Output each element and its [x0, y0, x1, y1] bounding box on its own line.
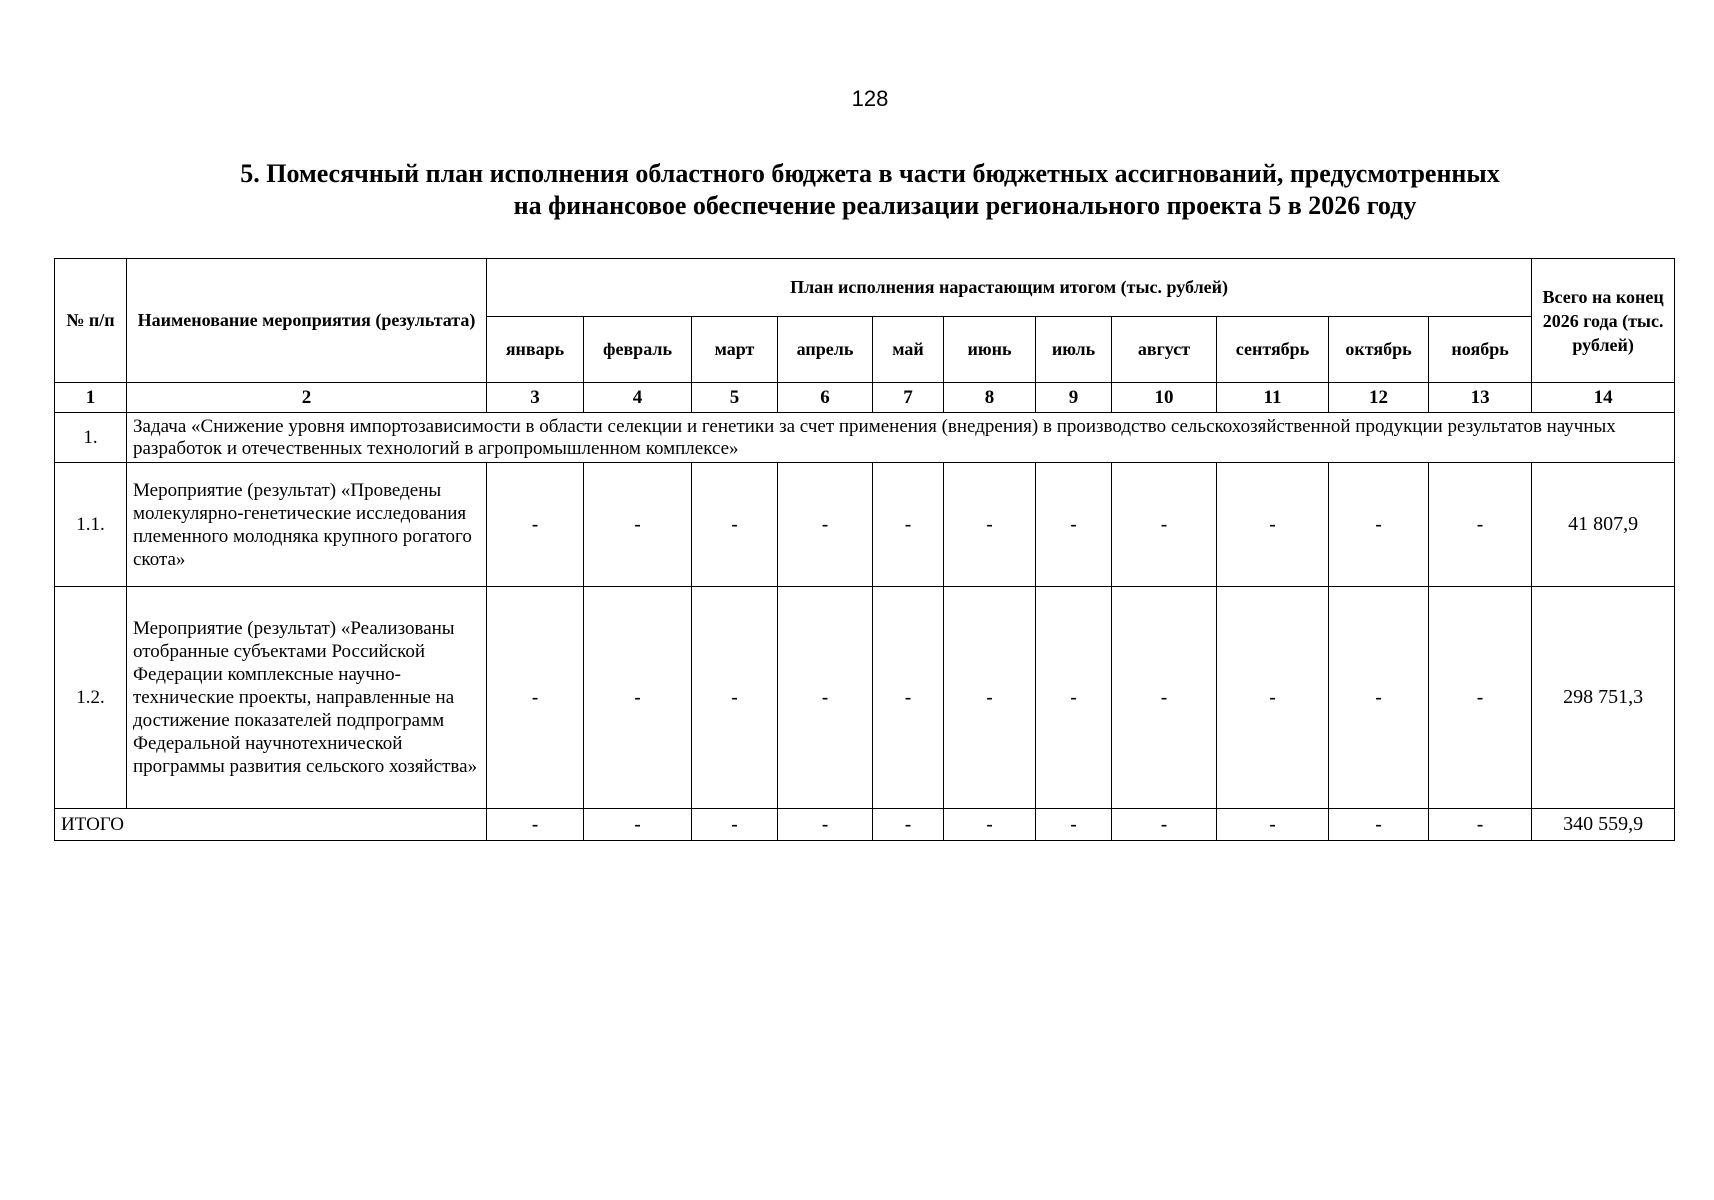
month-value: -: [873, 587, 944, 809]
month-value: -: [1112, 463, 1217, 587]
column-number: 3: [487, 383, 584, 413]
column-number: 5: [692, 383, 778, 413]
month-value: -: [778, 463, 873, 587]
month-value: -: [1217, 809, 1329, 841]
month-value: -: [1112, 809, 1217, 841]
itogo-label: ИТОГО: [55, 809, 487, 841]
header-month: июль: [1036, 317, 1112, 383]
row-total: 298 751,3: [1532, 587, 1675, 809]
budget-plan-table: [54, 258, 1675, 841]
column-number: 4: [584, 383, 692, 413]
column-number: 10: [1112, 383, 1217, 413]
column-number: 9: [1036, 383, 1112, 413]
document-title: [160, 158, 1580, 222]
itogo-row: [55, 809, 1675, 841]
month-value: -: [584, 809, 692, 841]
month-value: -: [1429, 463, 1532, 587]
month-value: -: [584, 587, 692, 809]
month-value: -: [584, 463, 692, 587]
header-plan: План исполнения нарастающим итогом (тыс. рублей): [487, 259, 1532, 317]
header-row-1: [55, 259, 1675, 317]
month-value: -: [692, 587, 778, 809]
month-value: -: [1217, 587, 1329, 809]
month-value: -: [487, 809, 584, 841]
header-total: Всего на конец 2026 года (тыс. рублей): [1532, 259, 1675, 383]
header-num: № п/п: [55, 259, 127, 383]
column-number: 12: [1329, 383, 1429, 413]
month-value: -: [1036, 809, 1112, 841]
month-value: -: [1329, 809, 1429, 841]
task-text: Задача «Снижение уровня импортозависимости в области селекции и генетики за счет применения (внедрения) в производство сельскохозяйственной продукции результатов научных разработок и отечественных технологий в агропромышленном комплексе»: [127, 413, 1675, 463]
month-value: -: [1112, 587, 1217, 809]
column-number: 7: [873, 383, 944, 413]
column-number: 14: [1532, 383, 1675, 413]
table-row: [55, 463, 1675, 587]
task-row: [55, 413, 1675, 463]
header-name: Наименование мероприятия (результата): [127, 259, 487, 383]
month-value: -: [1429, 809, 1532, 841]
month-value: -: [487, 463, 584, 587]
month-value: -: [873, 809, 944, 841]
task-num: 1.: [55, 413, 127, 463]
header-month: август: [1112, 317, 1217, 383]
title-line-1: 5. Помесячный план исполнения областного бюджета в части бюджетных ассигнований, предусмотренных: [240, 159, 1500, 188]
header-month: июнь: [944, 317, 1036, 383]
month-value: -: [692, 809, 778, 841]
month-value: -: [778, 809, 873, 841]
column-number: 2: [127, 383, 487, 413]
row-num: 1.2.: [55, 587, 127, 809]
header-month: октябрь: [1329, 317, 1429, 383]
month-value: -: [778, 587, 873, 809]
header-month: сентябрь: [1217, 317, 1329, 383]
month-value: -: [944, 463, 1036, 587]
month-value: -: [1329, 463, 1429, 587]
column-number: 8: [944, 383, 1036, 413]
page-number: 128: [851, 86, 889, 111]
table-row: [55, 587, 1675, 809]
month-value: -: [1036, 463, 1112, 587]
header-month: март: [692, 317, 778, 383]
month-value: -: [873, 463, 944, 587]
month-value: -: [944, 587, 1036, 809]
month-value: -: [1429, 587, 1532, 809]
column-number: 11: [1217, 383, 1329, 413]
month-value: -: [944, 809, 1036, 841]
column-number: 1: [55, 383, 127, 413]
header-month: ноябрь: [1429, 317, 1532, 383]
column-numbers-row: [55, 383, 1675, 413]
month-value: -: [1036, 587, 1112, 809]
month-value: -: [1329, 587, 1429, 809]
month-value: -: [487, 587, 584, 809]
itogo-total: 340 559,9: [1532, 809, 1675, 841]
row-name: Мероприятие (результат) «Реализованы отобранные субъектами Российской Федерации комплексные научно-технические проекты, направленные на достижение показателей подпрограмм Федеральной научнотехнической программы развития сельского хозяйства»: [127, 587, 487, 809]
row-num: 1.1.: [55, 463, 127, 587]
header-month: январь: [487, 317, 584, 383]
column-number: 6: [778, 383, 873, 413]
row-name: Мероприятие (результат) «Проведены молекулярно-генетические исследования племенного молодняка крупного рогатого скота»: [127, 463, 487, 587]
column-number: 13: [1429, 383, 1532, 413]
title-line-2: на финансовое обеспечение реализации регионального проекта 5 в 2026 году: [513, 191, 1417, 220]
header-month: февраль: [584, 317, 692, 383]
month-value: -: [692, 463, 778, 587]
month-value: -: [1217, 463, 1329, 587]
row-total: 41 807,9: [1532, 463, 1675, 587]
header-month: апрель: [778, 317, 873, 383]
header-month: май: [873, 317, 944, 383]
